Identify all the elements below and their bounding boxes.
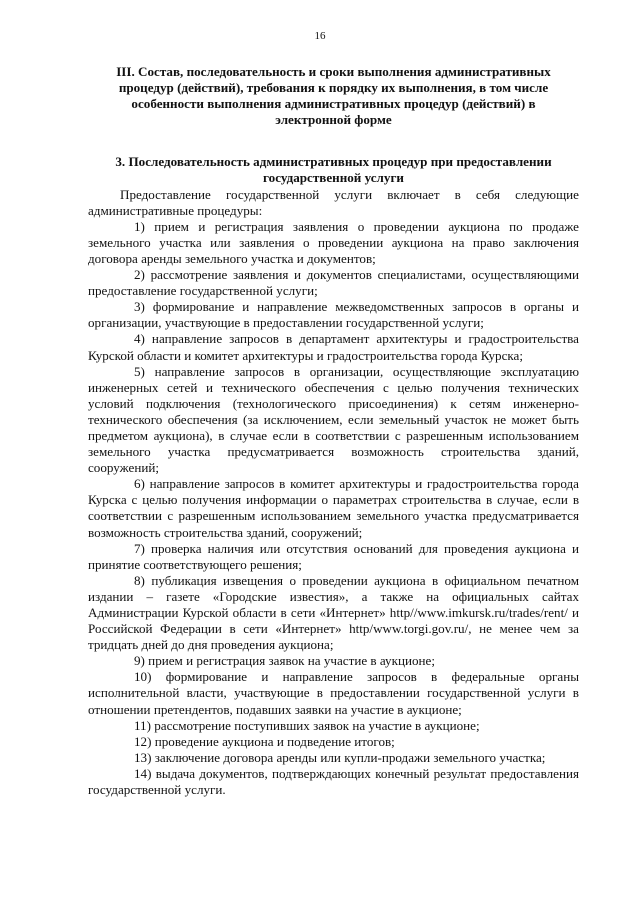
list-item: 6) направление запросов в комитет архитектуры и градостроительства города Курска с целью получения информации о параметрах строительства в случае, если в соответствии с разрешенным использованием земельного участка предусматривается возможность строительства зданий, сооружений;: [88, 476, 579, 540]
subsection-title: 3. Последовательность административных процедур при предоставлении государственной услуги: [115, 154, 552, 186]
list-item: 2) рассмотрение заявления и документов специалистами, осуществляющими предоставление государственной услуги;: [88, 267, 579, 299]
document-body: [88, 64, 579, 798]
list-item: 11) рассмотрение поступивших заявок на участие в аукционе;: [134, 717, 480, 733]
intro-paragraph: Предоставление государственной услуги включает в себя следующие административные процедуры:: [88, 186, 579, 218]
list-item: 7) проверка наличия или отсутствия оснований для проведения аукциона и принятие соответствующего решения;: [88, 540, 579, 572]
list-item: 3) формирование и направление межведомственных запросов в органы и организации, участвующие в предоставлении государственной услуги;: [88, 299, 579, 331]
list-item: 9) прием и регистрация заявок на участие в аукционе;: [134, 653, 435, 669]
list-item: 12) проведение аукциона и подведение итогов;: [134, 733, 395, 749]
section-title: III. Состав, последовательность и сроки выполнения административных процедур (действий), требования к порядку их выполнения, в том числе особенности выполнения административных процедур (действий) в электронной форме: [116, 64, 551, 128]
list-item: 14) выдача документов, подтверждающих конечный результат предоставления государственной услуги.: [88, 765, 579, 798]
list-item: 10) формирование и направление запросов в федеральные органы исполнительной власти, участвующие в предоставлении государственной услуги в отношении претендентов, подавших заявки на участие в аукционе;: [88, 669, 579, 717]
list-item: 4) направление запросов в департамент архитектуры и градостроительства Курской области и комитет архитектуры и градостроительства города Курска;: [88, 331, 579, 363]
list-item: 5) направление запросов в организации, осуществляющие эксплуатацию инженерных сетей и технического обеспечения с целью получения технических условий подключения (технологического присоединения) к сетям инженерно-технического обеспечения (за исключением, если земельный участок не может быть предметом аукциона), в случае если в соответствии с разрешенным использованием земельного участка предусматривается возможность строительства зданий, сооружений;: [88, 363, 579, 476]
list-item: 8) публикация извещения о проведении аукциона в официальном печатном издании – газете «Городские известия», а также на официальных сайтах Администрации Курской области в сети «Интернет» http//www.imkursk.ru/trades/rent/ и Российской Федерации в сети «Интернет» http/www.torgi.gov.ru/, не менее чем за тридцать дней до дня проведения аукциона;: [88, 572, 579, 653]
page-number: 16: [314, 30, 326, 42]
list-item: 1) прием и регистрация заявления о проведении аукциона по продаже земельного участка или заявления о проведении аукциона на право заключения договора аренды земельного участка и документов;: [88, 218, 579, 266]
list-item: 13) заключение договора аренды или купли-продажи земельного участка;: [134, 749, 546, 765]
procedure-list: [88, 219, 579, 798]
